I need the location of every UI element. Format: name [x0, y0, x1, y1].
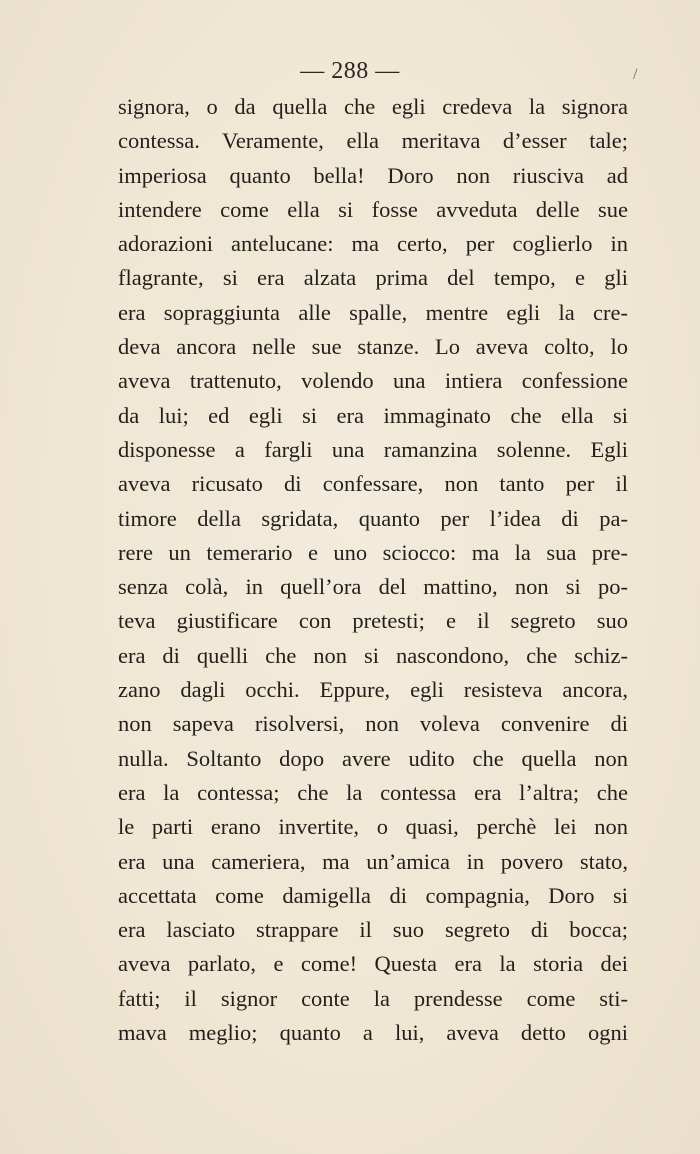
body-text	[118, 90, 628, 1050]
text-line: timore della sgridata, quanto per l’idea di pa-	[118, 505, 628, 531]
text-line: flagrante, si era alzata prima del tempo, e gli	[118, 265, 628, 291]
text-line: mava meglio; quanto a lui, aveva detto ogni	[118, 1020, 628, 1046]
text-line: accettata come damigella di compagnia, Doro si	[118, 882, 628, 908]
text-line: aveva ricusato di confessare, non tanto per il	[118, 471, 628, 497]
text-line: era la contessa; che la contessa era l’altra; che	[118, 779, 628, 805]
text-line: era di quelli che non si nascondono, che schiz-	[118, 642, 628, 668]
margin-mark: /	[633, 66, 638, 83]
text-line: non sapeva risolversi, non voleva convenire di	[118, 711, 628, 737]
text-line: rere un temerario e uno sciocco: ma la sua pre-	[118, 539, 628, 565]
text-line: era lasciato strappare il suo segreto di bocca;	[118, 917, 628, 943]
text-line: era una cameriera, ma un’amica in povero stato,	[118, 848, 628, 874]
text-line: deva ancora nelle sue stanze. Lo aveva colto, lo	[118, 334, 628, 360]
text-line: zano dagli occhi. Eppure, egli resisteva ancora,	[118, 677, 628, 703]
text-line: fatti; il signor conte la prendesse come sti-	[118, 985, 628, 1011]
text-line: da lui; ed egli si era immaginato che ella si	[118, 402, 628, 428]
text-line: senza colà, in quell’ora del mattino, non si po-	[118, 574, 628, 600]
page-number: — 288 —	[300, 58, 400, 84]
text-line: intendere come ella si fosse avveduta delle sue	[118, 196, 628, 222]
text-line: aveva parlato, e come! Questa era la storia dei	[118, 951, 628, 977]
text-line: disponesse a fargli una ramanzina solenne. Egli	[118, 436, 628, 462]
text-line: le parti erano invertite, o quasi, perchè lei non	[118, 814, 628, 840]
text-line: era sopraggiunta alle spalle, mentre egli la cre-	[118, 299, 628, 325]
text-line: imperiosa quanto bella! Doro non riusciva ad	[118, 162, 628, 188]
text-line: teva giustificare con pretesti; e il segreto suo	[118, 608, 628, 634]
text-line: contessa. Veramente, ella meritava d’esser tale;	[118, 128, 628, 154]
text-line: nulla. Soltanto dopo avere udito che quella non	[118, 745, 628, 771]
text-line: adorazioni antelucane: ma certo, per coglierlo in	[118, 231, 628, 257]
text-line: signora, o da quella che egli credeva la signora	[118, 94, 628, 119]
text-line: aveva trattenuto, volendo una intiera confessione	[118, 368, 628, 394]
